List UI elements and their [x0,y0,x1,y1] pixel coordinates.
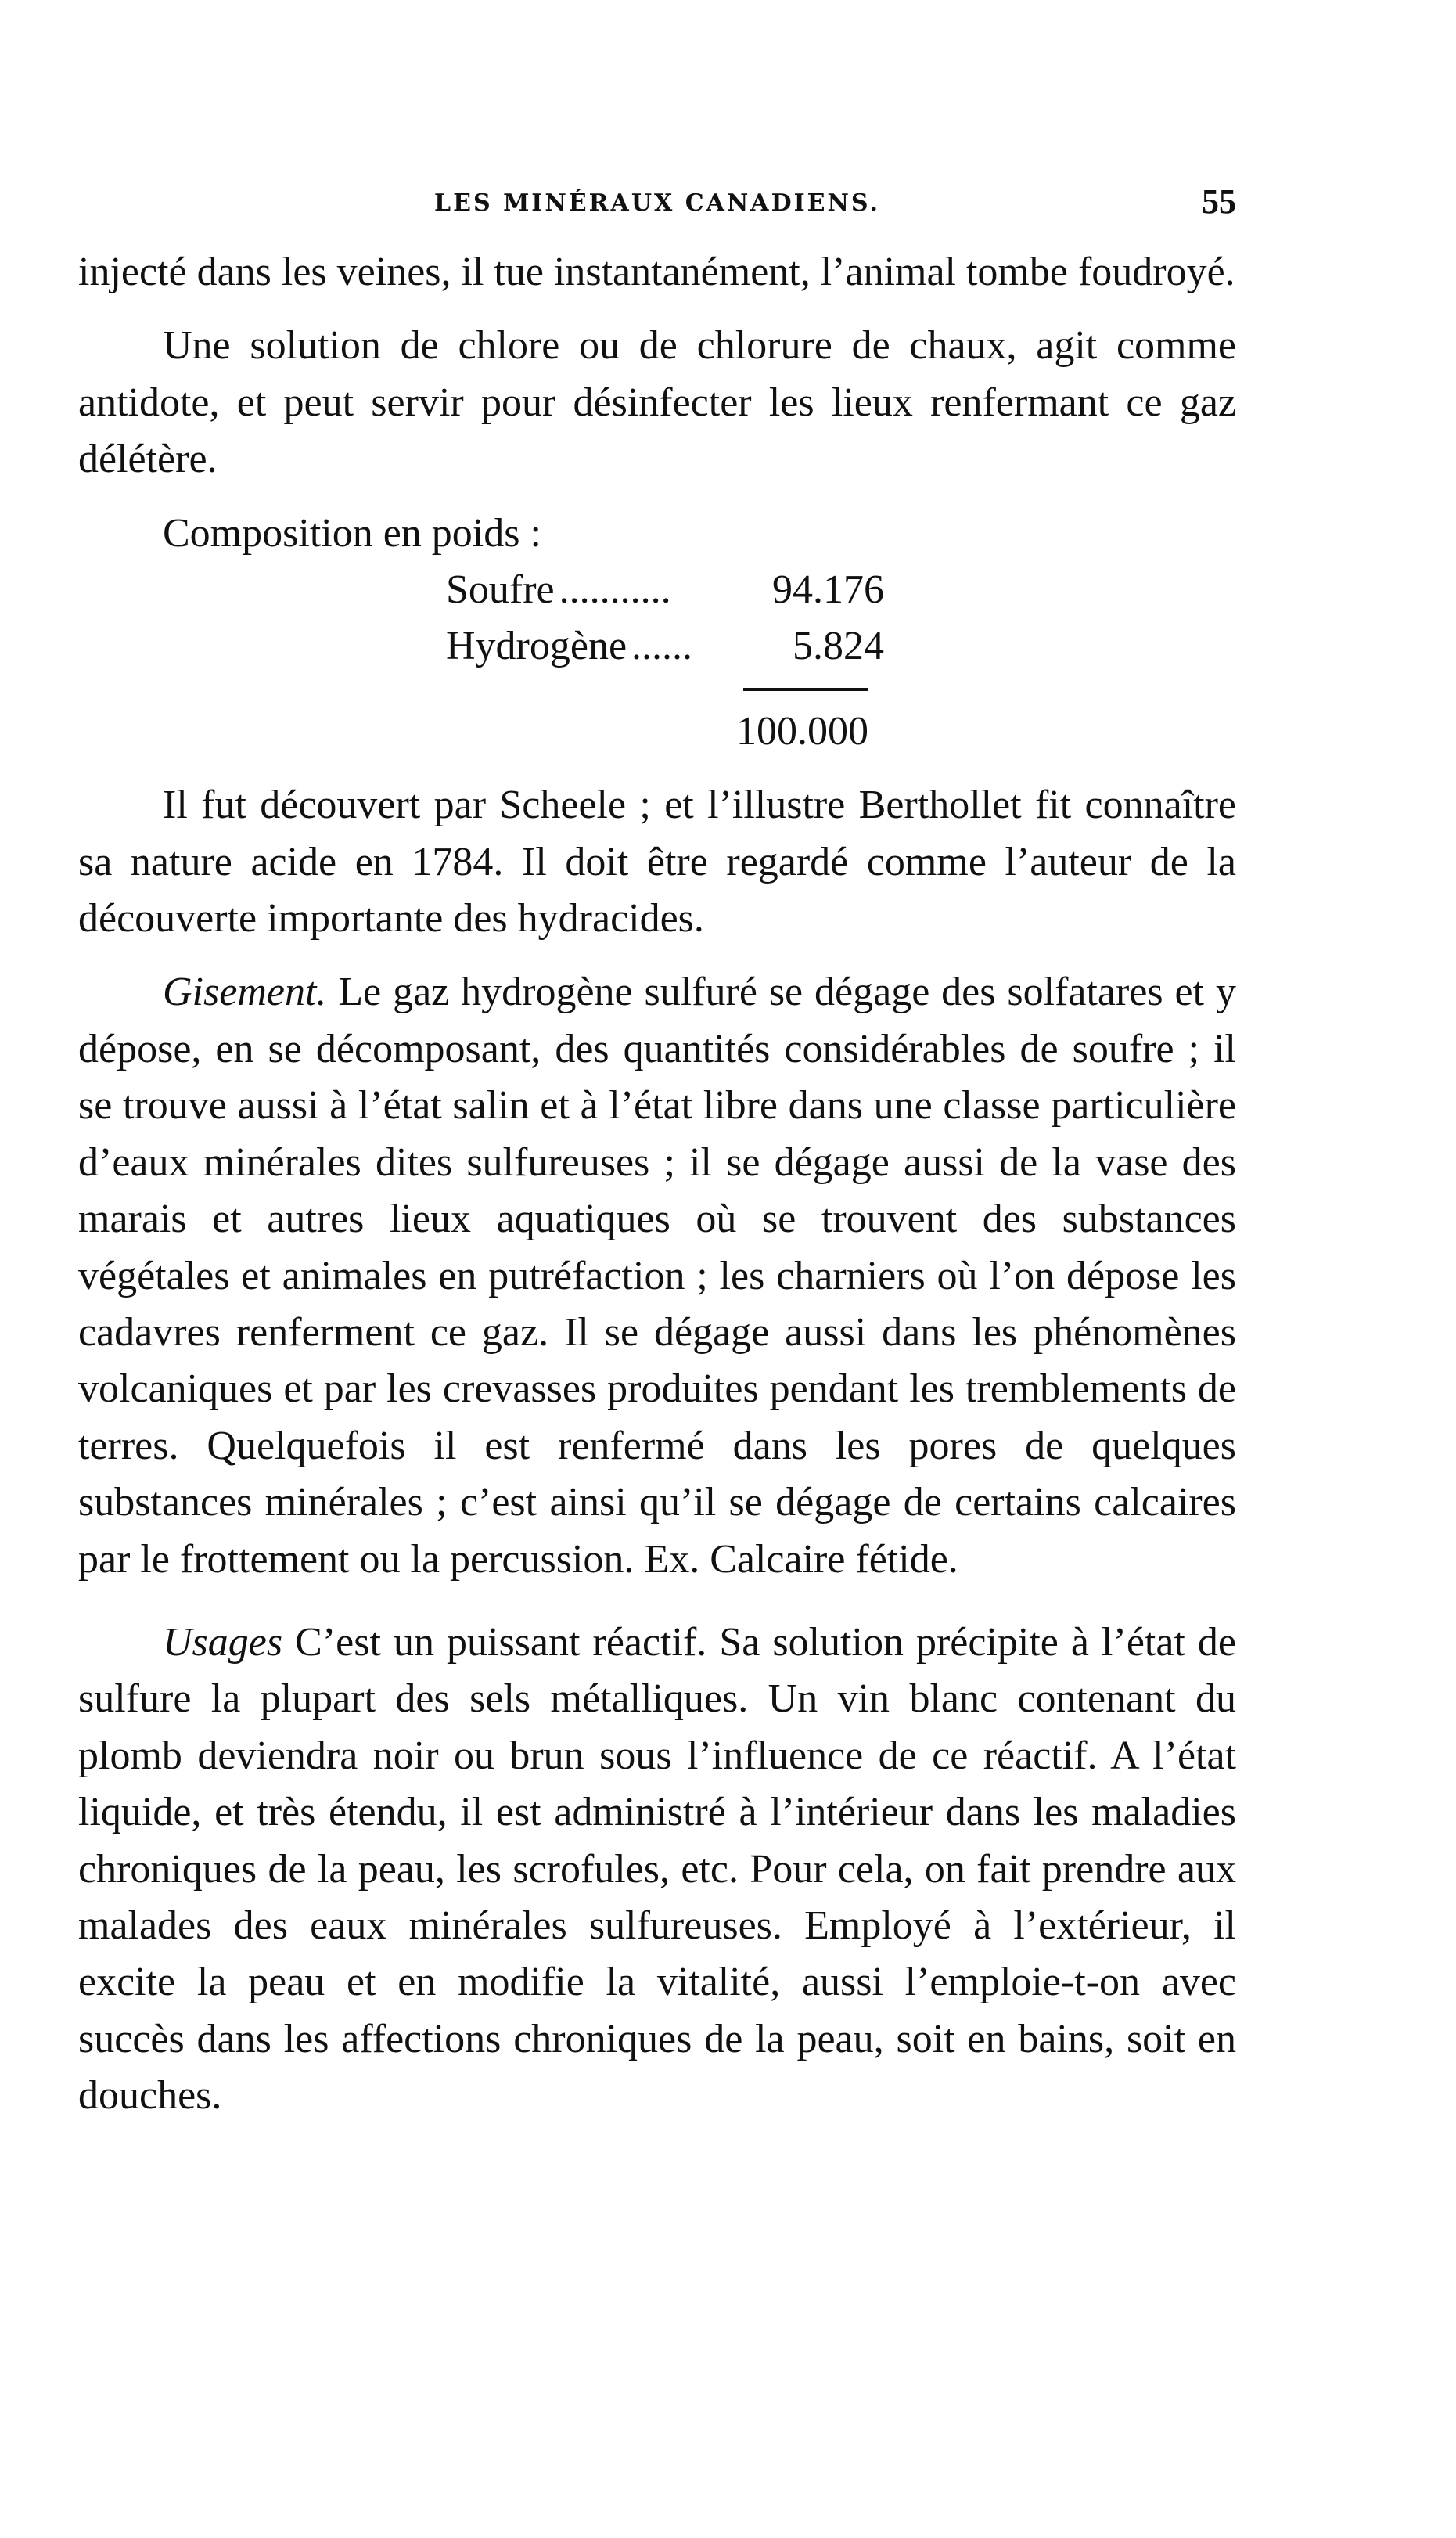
section-label-gisement: Gisement. [163,970,327,1015]
sum-rule [743,688,868,691]
leader-dots: ...... [631,624,693,669]
composition-heading: Composition en poids : [163,510,541,556]
composition-element: Hydrogène [446,624,627,669]
running-title: LES MINÉRAUX CANADIENS. [434,189,880,217]
composition-total: 100.000 [736,708,868,754]
paragraph-usages [78,1615,1236,2125]
composition-value: 94.176 [772,567,884,613]
gisement-text: Le gaz hydrogène sulfuré se dégage des solfatares et y dépose, en se décomposant, des quantités considérables de soufre ; il se trouve aussi à l’état salin et à l’état libre dans une classe particulière d’eaux minérales dites sulfureuses ; il se dégage aussi de la vase des marais et autres lieux aquatiques où se trouvent des substances végétales et animales en putréfaction ; les charniers où l’on dépose les cadavres renferment ce gaz. Il se dégage aussi dans les phénomènes volcaniques et par les crevasses produites pendant les tremblements de terres. Quelquefois il est renfermé dans les pores de quelques substances minérales ; c’est ainsi qu’il se dégage de certains calcaires par le frottement ou la percussion. Ex. Calcaire fétide. [78,970,1236,1582]
composition-row [446,618,884,675]
paragraph-gisement [78,964,1236,1587]
composition-table [446,562,884,675]
section-label-usages: Usages [163,1619,283,1665]
body-text [78,244,1236,2125]
composition-element: Soufre [446,567,555,613]
usages-text: C’est un puissant réactif. Sa solution précipite à l’état de sulfure la plupart des sels métalliques. Un vin blanc contenant du plomb deviendra noir ou brun sous l’influence de ce réactif. A l’état liquide, et très étendu, il est administré à l’intérieur dans les maladies chroniques de la peau, les scrofules, etc. Pour cela, on fait prendre aux malades des eaux minérales sulfureuses. Employé à l’extérieur, il excite la peau et en modifie la vitalité, aussi l’emploie-t-on avec succès dans les affections chroniques de la peau, soit en bains, soit en douches. [78,1619,1236,2119]
leader-dots: ........... [559,567,671,613]
paragraph-continuation: injecté dans les veines, il tue instantanément, l’animal tombe foudroyé. [78,250,1235,294]
paragraph-antidote: Une solution de chlore ou de chlorure de chaux, agit comme antidote, et peut servir pour désinfecter les lieux renfermant ce gaz délétère. [78,323,1236,482]
paragraph-discovery: Il fut découvert par Scheele ; et l’illustre Berthollet fit connaître sa nature acide en 1784. Il doit être regardé comme l’auteur de la découverte importante des hydracides. [78,783,1236,941]
composition-value: 5.824 [793,624,884,669]
composition-row [446,562,884,618]
sum-rule-row [78,675,868,704]
page-header [78,182,1236,229]
page-number: 55 [1202,182,1236,221]
